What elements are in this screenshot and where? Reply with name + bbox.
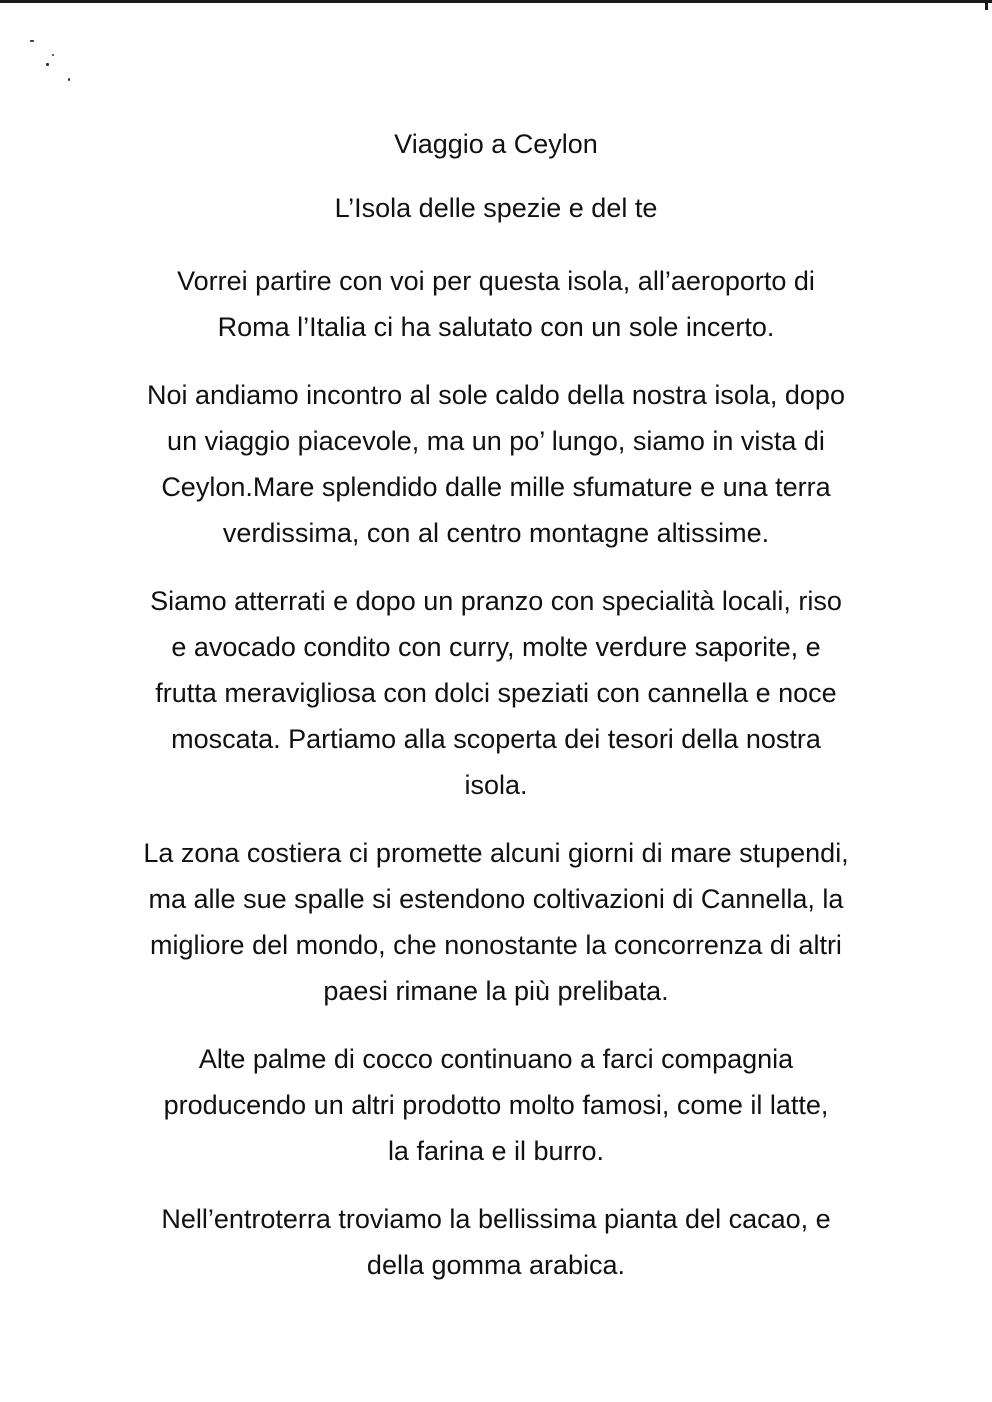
scan-speck — [30, 40, 34, 42]
document-body — [60, 122, 932, 1310]
scan-speck — [46, 63, 49, 66]
text-line: Vorrei partire con voi per questa isola, all’aeroporto di — [177, 266, 815, 296]
text-line: moscata. Partiamo alla scoperta dei tesori della nostra — [171, 724, 821, 754]
paragraph-departure — [60, 258, 932, 350]
text-line: ma alle sue spalle si estendono coltivazioni di Cannella, la — [148, 884, 844, 914]
paragraph-lunch — [60, 578, 932, 808]
scan-top-border — [0, 0, 992, 3]
text-line: migliore del mondo, che nonostante la concorrenza di altri — [150, 930, 842, 960]
text-line: verdissima, con al centro montagne altissime. — [222, 518, 770, 548]
paragraph-coast — [60, 830, 932, 1014]
text-line: della gomma arabica. — [366, 1250, 626, 1280]
text-line: producendo un altri prodotto molto famosi, come il latte, — [163, 1090, 829, 1120]
document-title: Viaggio a Ceylon — [394, 129, 598, 159]
text-line: paesi rimane la più prelibata. — [323, 976, 669, 1006]
text-line: la farina e il burro. — [387, 1136, 605, 1166]
text-line: Nell’entroterra troviamo la bellissima pianta del cacao, e — [161, 1204, 831, 1234]
paragraph-coconut — [60, 1036, 932, 1174]
text-line: Alte palme di cocco continuano a farci compagnia — [198, 1044, 794, 1074]
text-line: Siamo atterrati e dopo un pranzo con specialità locali, riso — [150, 586, 842, 616]
text-line: La zona costiera ci promette alcuni giorni di mare stupendi, — [143, 838, 849, 868]
text-line: un viaggio piacevole, ma un po’ lungo, siamo in vista di — [167, 426, 825, 456]
text-line: e avocado condito con curry, molte verdure saporite, e — [171, 632, 821, 662]
text-line: Roma l’Italia ci ha salutato con un sole incerto. — [217, 312, 775, 342]
paragraph-arrival — [60, 372, 932, 556]
text-line: isola. — [464, 770, 528, 800]
scan-speck — [68, 78, 70, 81]
scan-corner-mark — [985, 0, 988, 10]
paragraph-inland — [60, 1196, 932, 1288]
text-line: Noi andiamo incontro al sole caldo della nostra isola, dopo — [147, 380, 845, 410]
scan-speck — [52, 54, 54, 56]
text-line: Ceylon.Mare splendido dalle mille sfumature e una terra — [161, 472, 831, 502]
document-subtitle: L’Isola delle spezie e del te — [334, 193, 658, 223]
text-line: frutta meravigliosa con dolci speziati con cannella e noce — [155, 678, 837, 708]
